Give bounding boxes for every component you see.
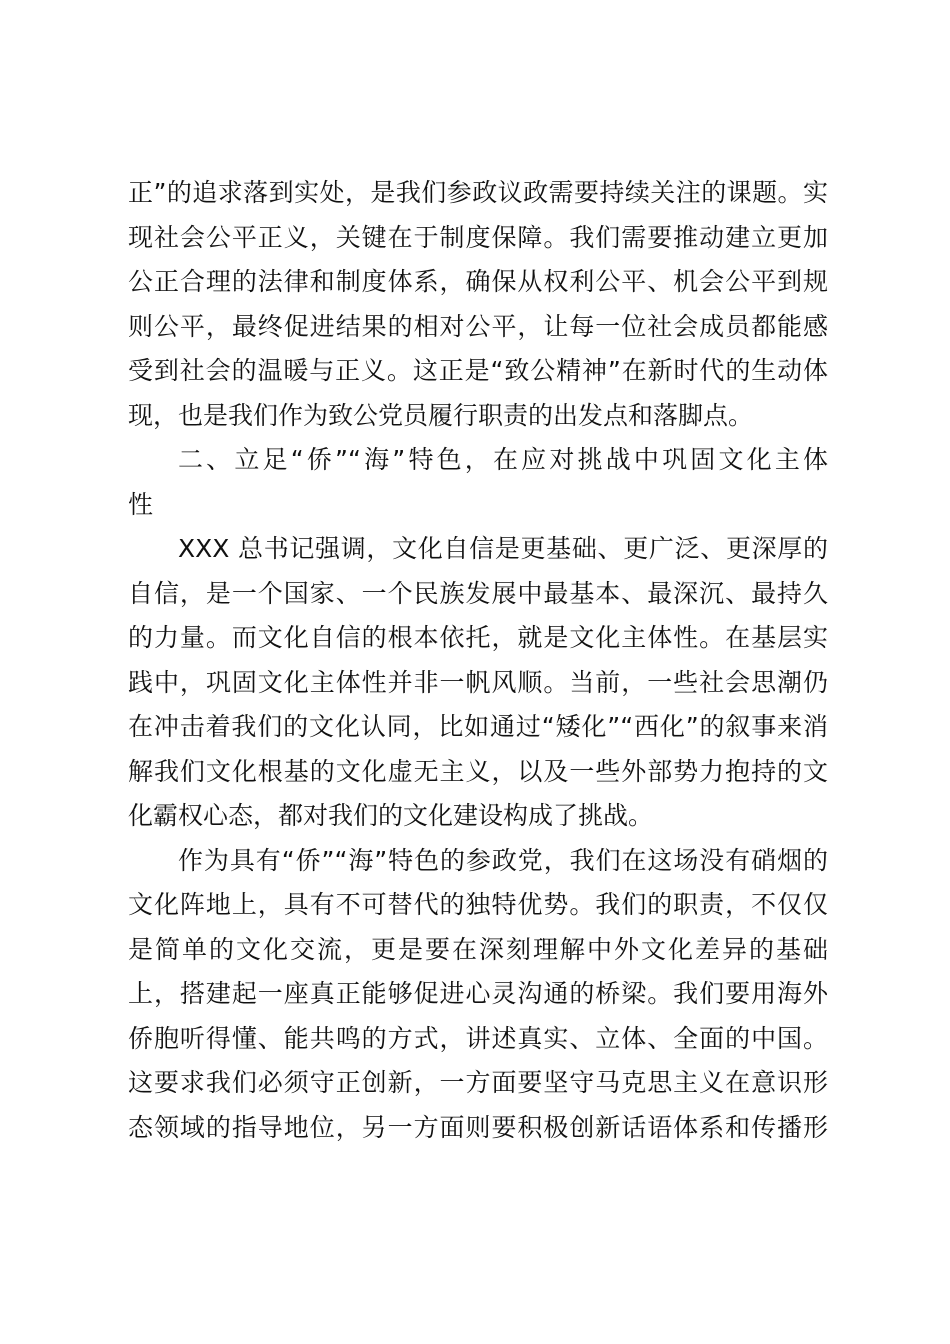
text-line: 侨胞听得懂、能共鸣的方式，讲述真实、立体、全面的中国。 [128, 1023, 828, 1053]
text-line: 公正合理的法律和制度体系，确保从权利公平、机会公平到规 [128, 267, 828, 296]
paragraph-start: 作为具有“侨”“海”特色的参政党，我们在这场没有硝烟的 [178, 845, 828, 875]
paragraph-start: XXX 总书记强调，文化自信是更基础、更广泛、更深厚的 [178, 534, 828, 563]
text-line: 化霸权心态，都对我们的文化建设构成了挑战。 [128, 801, 654, 830]
text-line: 这要求我们必须守正创新，一方面要坚守马克思主义在意识形 [128, 1068, 828, 1097]
text-line: 在冲击着我们的文化认同，比如通过“矮化”“西化”的叙事来消 [128, 712, 828, 741]
text-line: 现，也是我们作为致公党员履行职责的出发点和落脚点。 [128, 400, 754, 430]
text-line: 正”的追求落到实处，是我们参政议政需要持续关注的课题。实 [128, 178, 828, 207]
section-heading-continued: 性 [128, 489, 154, 519]
text-line: 践中，巩固文化主体性并非一帆风顺。当前，一些社会思潮仍 [128, 667, 828, 697]
text-line: 自信，是一个国家、一个民族发展中最基本、最深沉、最持久 [128, 578, 828, 608]
body-text [128, 171, 828, 1150]
text-line: 态领域的指导地位，另一方面则要积极创新话语体系和传播形 [128, 1112, 828, 1142]
text-line: 文化阵地上，具有不可替代的独特优势。我们的职责，不仅仅 [128, 890, 828, 919]
text-line: 则公平，最终促进结果的相对公平，让每一位社会成员都能感 [128, 311, 828, 341]
text-line: 上，搭建起一座真正能够促进心灵沟通的桥梁。我们要用海外 [128, 979, 828, 1008]
section-heading: 二、立足“侨”“海”特色，在应对挑战中巩固文化主体 [178, 445, 828, 474]
text-line: 的力量。而文化自信的根本依托，就是文化主体性。在基层实 [128, 623, 828, 652]
text-line: 解我们文化根基的文化虚无主义，以及一些外部势力抱持的文 [128, 756, 828, 786]
text-line: 现社会公平正义，关键在于制度保障。我们需要推动建立更加 [128, 222, 828, 252]
text-line: 是简单的文化交流，更是要在深刻理解中外文化差异的基础 [128, 934, 828, 964]
text-line: 受到社会的温暖与正义。这正是“致公精神”在新时代的生动体 [128, 356, 828, 385]
